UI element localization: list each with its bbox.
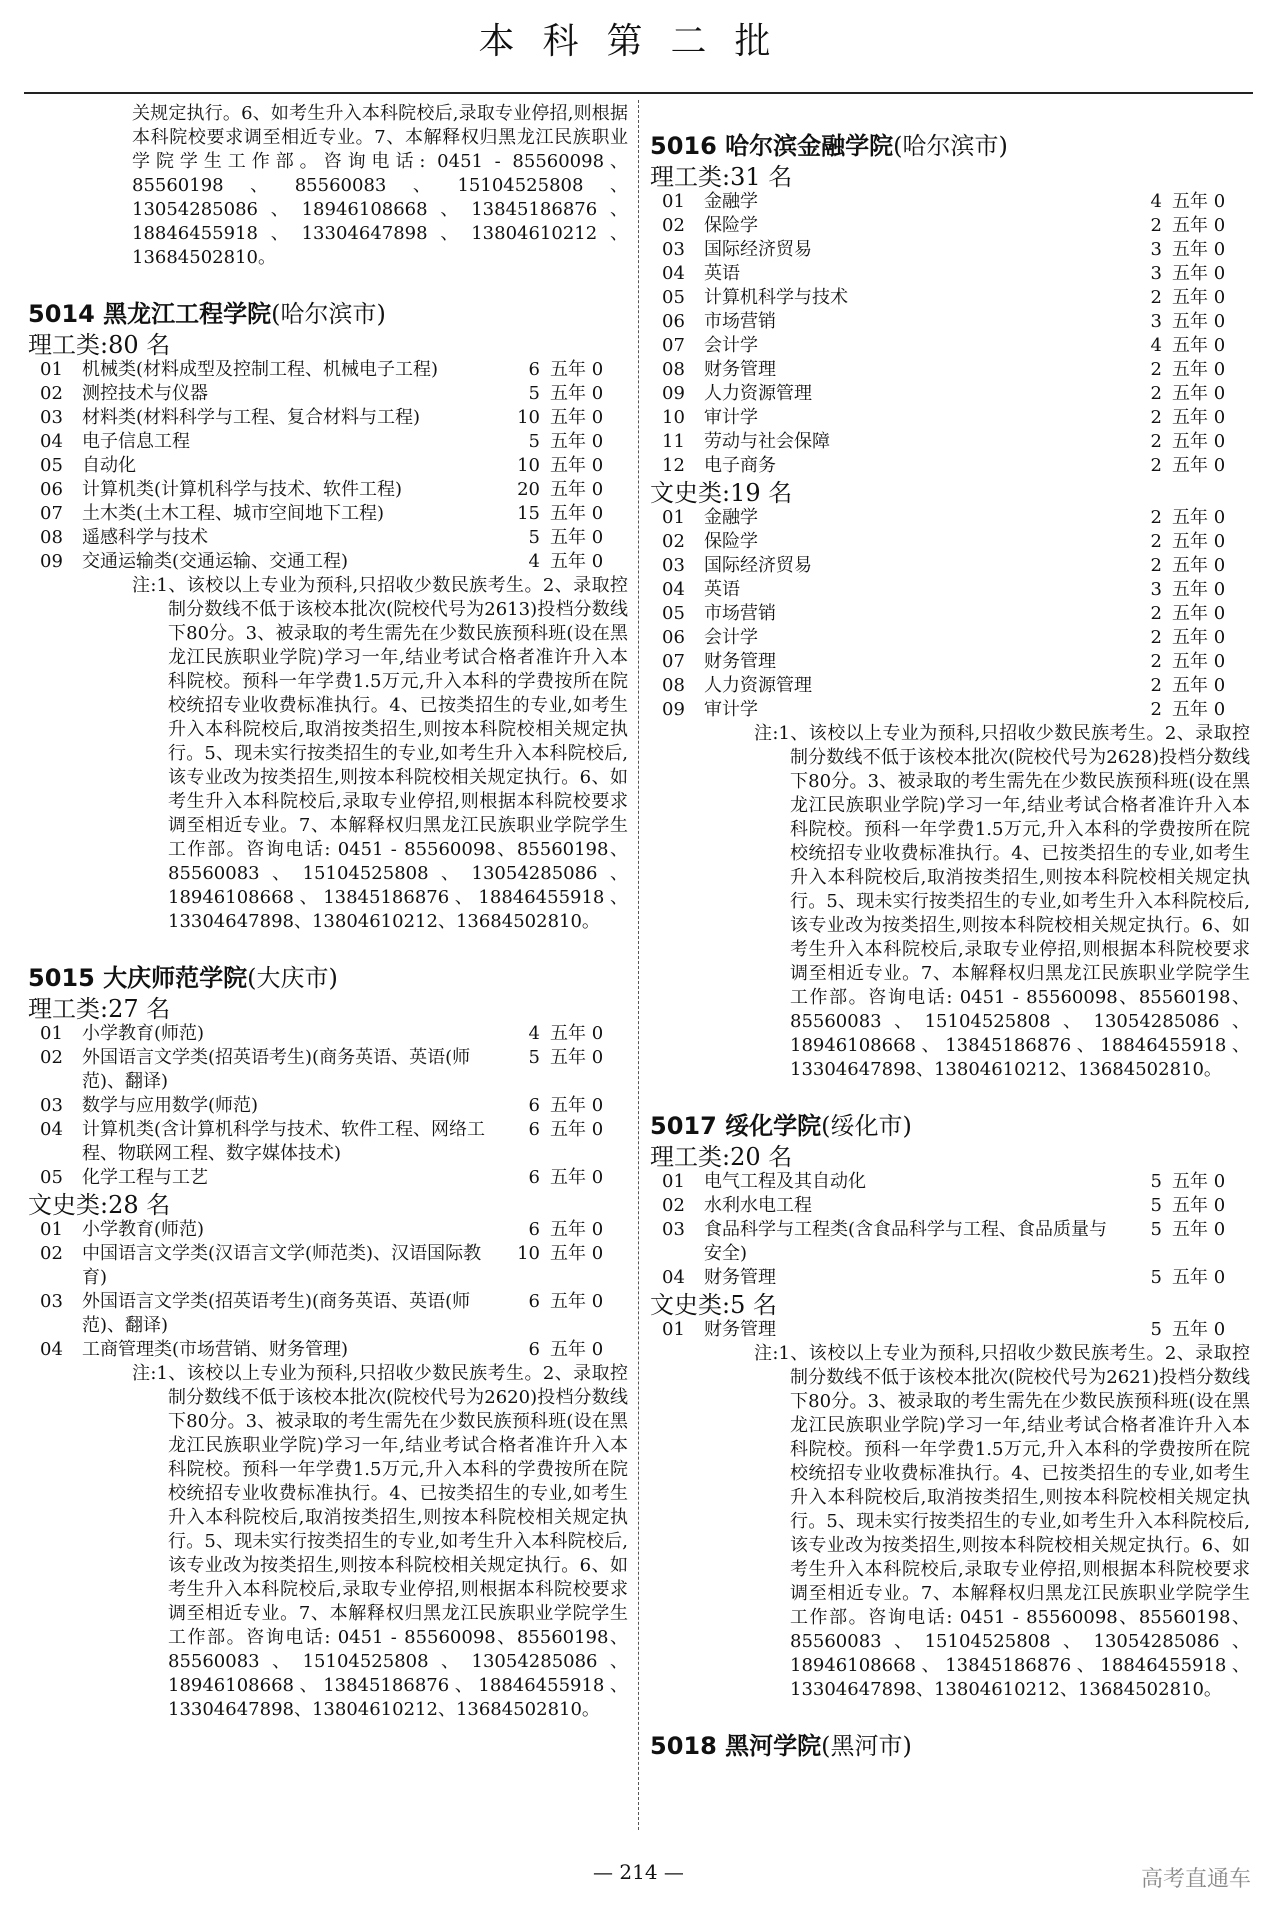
major-name: 国际经济贸易 <box>704 555 812 576</box>
category-label: 文史类:5 名 <box>650 1291 777 1319</box>
school-location: (绥化市) <box>821 1112 912 1140</box>
major-duration-fee: 五年 0 <box>1172 1319 1226 1340</box>
major-name: 保险学 <box>704 531 758 552</box>
major-row <box>650 454 1250 478</box>
major-name: 工商管理类(市场营销、财务管理) <box>82 1339 349 1360</box>
school-code: 5016 <box>650 132 726 160</box>
major-count: 2 <box>1150 603 1162 624</box>
admission-note: 注:1、该校以上专业为预科,只招收少数民族考生。2、录取控制分数线不低于该校本批次(院校代号为2628)投档分数线下80分。3、被录取的考生需先在少数民族预科班(设在黑龙江民族职业学院)学习一年,结业考试合格者准许升入本科院校。预科一年学费1.5万元,升入本科的学费按所在院校统招专业收费标准执行。4、已按类招生的专业,如考生升入本科院校后,取消按类招生,则按本科院校相关规定执行。5、现未实行按类招生的专业,如考生升入本科院校后,该专业改为按类招生,则按本科院校相关规定执行。6、如考生升入本科院校后,录取专业停招,则根据本科院校要求调至相近专业。7、本解释权归黑龙江民族职业学院学生工作部。咨询电话: 0451 - 85560098、85560198、85560083、15104525808、13054285086、18946108668、13845186876、18846455918、13304647898、13804610212、13684502810。 <box>754 723 1250 1080</box>
major-duration-fee: 五年 0 <box>1172 311 1226 332</box>
major-name: 外国语言文学类(招英语考生)(商务英语、英语(师范)、翻译) <box>82 1291 471 1336</box>
major-count: 5 <box>1150 1267 1162 1288</box>
major-duration-fee: 五年 0 <box>550 479 604 500</box>
school-title <box>28 298 628 330</box>
page-header-title: 本科第二批 <box>478 21 799 62</box>
school-title <box>28 962 628 994</box>
major-code: 01 <box>40 359 63 380</box>
major-count: 5 <box>1150 1171 1162 1192</box>
major-count: 2 <box>1150 287 1162 308</box>
admission-note: 注:1、该校以上专业为预科,只招收少数民族考生。2、录取控制分数线不低于该校本批次(院校代号为2621)投档分数线下80分。3、被录取的考生需先在少数民族预科班(设在黑龙江民族职业学院)学习一年,结业考试合格者准许升入本科院校。预科一年学费1.5万元,升入本科的学费按所在院校统招专业收费标准执行。4、已按类招生的专业,如考生升入本科院校后,取消按类招生,则按本科院校相关规定执行。5、现未实行按类招生的专业,如考生升入本科院校后,该专业改为按类招生,则按本科院校相关规定执行。6、如考生升入本科院校后,录取专业停招,则根据本科院校要求调至相近专业。7、本解释权归黑龙江民族职业学院学生工作部。咨询电话: 0451 - 85560098、85560198、85560083、15104525808、13054285086、18946108668、13845186876、18846455918、13304647898、13804610212、13684502810。 <box>754 1343 1250 1700</box>
major-row <box>28 550 628 574</box>
school-location: (哈尔滨市) <box>271 300 386 328</box>
major-count: 6 <box>528 1291 540 1312</box>
major-duration-fee: 五年 0 <box>1172 407 1226 428</box>
major-row <box>650 358 1250 382</box>
major-count: 10 <box>517 1243 540 1264</box>
major-count: 4 <box>528 1023 540 1044</box>
major-name: 机械类(材料成型及控制工程、机械电子工程) <box>82 359 439 380</box>
major-count: 5 <box>528 1047 540 1068</box>
major-code: 01 <box>40 1219 63 1240</box>
major-code: 02 <box>662 1195 685 1216</box>
right-column <box>650 102 1250 1862</box>
major-code: 01 <box>662 1171 685 1192</box>
major-duration-fee: 五年 0 <box>1172 531 1226 552</box>
major-count: 2 <box>1150 651 1162 672</box>
major-duration-fee: 五年 0 <box>550 1119 604 1140</box>
major-row <box>650 1170 1250 1194</box>
major-count: 6 <box>528 1095 540 1116</box>
major-name: 电子信息工程 <box>82 431 190 452</box>
major-code: 08 <box>662 675 685 696</box>
major-count: 6 <box>528 1167 540 1188</box>
major-name: 财务管理 <box>704 1319 776 1340</box>
major-count: 2 <box>1150 627 1162 648</box>
major-name: 英语 <box>704 579 740 600</box>
major-duration-fee: 五年 0 <box>550 1219 604 1240</box>
school-title <box>650 1730 1250 1762</box>
major-name: 金融学 <box>704 191 758 212</box>
major-count: 2 <box>1150 507 1162 528</box>
major-code: 04 <box>662 263 685 284</box>
major-count: 2 <box>1150 555 1162 576</box>
major-row <box>650 214 1250 238</box>
major-duration-fee: 五年 0 <box>1172 699 1226 720</box>
major-duration-fee: 五年 0 <box>1172 359 1226 380</box>
major-name: 小学教育(师范) <box>82 1219 205 1240</box>
major-name: 化学工程与工艺 <box>82 1167 208 1188</box>
major-duration-fee: 五年 0 <box>1172 579 1226 600</box>
major-code: 04 <box>662 1267 685 1288</box>
major-name: 交通运输类(交通运输、交通工程) <box>82 551 349 572</box>
major-count: 2 <box>1150 383 1162 404</box>
major-duration-fee: 五年 0 <box>1172 507 1226 528</box>
major-duration-fee: 五年 0 <box>1172 455 1226 476</box>
major-name: 材料类(材料科学与工程、复合材料与工程) <box>82 407 421 428</box>
major-row <box>28 1094 628 1118</box>
major-row <box>650 530 1250 554</box>
major-row <box>650 554 1250 578</box>
left-school-list <box>28 298 628 1722</box>
major-duration-fee: 五年 0 <box>1172 1267 1226 1288</box>
major-name: 市场营销 <box>704 603 776 624</box>
major-count: 10 <box>517 407 540 428</box>
major-name: 外国语言文学类(招英语考生)(商务英语、英语(师范)、翻译) <box>82 1047 471 1092</box>
major-code: 06 <box>40 479 63 500</box>
category-label: 文史类:19 名 <box>650 479 793 507</box>
major-duration-fee: 五年 0 <box>550 1023 604 1044</box>
major-duration-fee: 五年 0 <box>550 551 604 572</box>
major-name: 财务管理 <box>704 1267 776 1288</box>
major-row <box>650 238 1250 262</box>
major-count: 2 <box>1150 215 1162 236</box>
major-name: 测控技术与仪器 <box>82 383 208 404</box>
major-name: 劳动与社会保障 <box>704 431 830 452</box>
major-name: 会计学 <box>704 627 758 648</box>
category-label: 理工类:27 名 <box>28 995 171 1023</box>
major-count: 2 <box>1150 675 1162 696</box>
major-duration-fee: 五年 0 <box>1172 555 1226 576</box>
continued-note: 关规定执行。6、如考生升入本科院校后,录取专业停招,则根据本科院校要求调至相近专业。7、本解释权归黑龙江民族职业学院学生工作部。咨询电话: 0451 - 85560098、85560198、85560083、15104525808、13054285086、18946108668、13845186876、18846455918、13304647898、13804610212、13684502810。 <box>132 103 628 268</box>
right-school-list <box>650 130 1250 1762</box>
major-code: 03 <box>662 1219 685 1240</box>
major-row <box>28 1046 628 1094</box>
major-code: 03 <box>662 239 685 260</box>
school-name: 哈尔滨金融学院 <box>725 132 894 160</box>
left-column <box>28 102 628 1862</box>
major-count: 4 <box>528 551 540 572</box>
major-code: 09 <box>40 551 63 572</box>
major-duration-fee: 五年 0 <box>550 1047 604 1068</box>
major-row <box>650 578 1250 602</box>
major-name: 数学与应用数学(师范) <box>82 1095 259 1116</box>
category-label: 理工类:31 名 <box>650 163 793 191</box>
major-duration-fee: 五年 0 <box>550 407 604 428</box>
major-duration-fee: 五年 0 <box>1172 287 1226 308</box>
major-count: 4 <box>1150 191 1162 212</box>
major-code: 03 <box>40 1291 63 1312</box>
major-code: 07 <box>40 503 63 524</box>
major-duration-fee: 五年 0 <box>550 1243 604 1264</box>
major-row <box>650 1194 1250 1218</box>
major-code: 02 <box>40 1243 63 1264</box>
admission-note: 注:1、该校以上专业为预科,只招收少数民族考生。2、录取控制分数线不低于该校本批次(院校代号为2613)投档分数线下80分。3、被录取的考生需先在少数民族预科班(设在黑龙江民族职业学院)学习一年,结业考试合格者准许升入本科院校。预科一年学费1.5万元,升入本科的学费按所在院校统招专业收费标准执行。4、已按类招生的专业,如考生升入本科院校后,取消按类招生,则按本科院校相关规定执行。5、现未实行按类招生的专业,如考生升入本科院校后,该专业改为按类招生,则按本科院校相关规定执行。6、如考生升入本科院校后,录取专业停招,则根据本科院校要求调至相近专业。7、本解释权归黑龙江民族职业学院学生工作部。咨询电话: 0451 - 85560098、85560198、85560083、15104525808、13054285086、18946108668、13845186876、18846455918、13304647898、13804610212、13684502810。 <box>132 575 628 932</box>
major-duration-fee: 五年 0 <box>550 503 604 524</box>
major-count: 5 <box>528 431 540 452</box>
school-name: 黑河学院 <box>725 1732 822 1760</box>
major-row <box>650 698 1250 722</box>
major-name: 自动化 <box>82 455 136 476</box>
major-duration-fee: 五年 0 <box>550 1291 604 1312</box>
major-count: 20 <box>517 479 540 500</box>
major-code: 10 <box>662 407 685 428</box>
major-row <box>650 286 1250 310</box>
major-code: 01 <box>662 191 685 212</box>
major-row <box>650 1266 1250 1290</box>
major-count: 3 <box>1150 263 1162 284</box>
major-count: 2 <box>1150 531 1162 552</box>
major-count: 4 <box>1150 335 1162 356</box>
major-count: 10 <box>517 455 540 476</box>
major-duration-fee: 五年 0 <box>550 1095 604 1116</box>
major-name: 保险学 <box>704 215 758 236</box>
major-row <box>650 1218 1250 1266</box>
column-divider <box>638 100 639 1830</box>
major-code: 12 <box>662 455 685 476</box>
major-row <box>28 1338 628 1362</box>
major-name: 人力资源管理 <box>704 383 812 404</box>
major-row <box>650 406 1250 430</box>
major-row <box>28 358 628 382</box>
school-name: 黑龙江工程学院 <box>103 300 272 328</box>
major-row <box>650 262 1250 286</box>
major-row <box>650 674 1250 698</box>
major-code: 03 <box>40 1095 63 1116</box>
major-code: 06 <box>662 311 685 332</box>
major-name: 土木类(土木工程、城市空间地下工程) <box>82 503 385 524</box>
major-name: 审计学 <box>704 699 758 720</box>
major-duration-fee: 五年 0 <box>1172 263 1226 284</box>
major-count: 5 <box>528 383 540 404</box>
major-duration-fee: 五年 0 <box>550 1167 604 1188</box>
major-code: 05 <box>662 287 685 308</box>
major-duration-fee: 五年 0 <box>1172 239 1226 260</box>
school-title <box>650 1110 1250 1142</box>
major-code: 02 <box>40 1047 63 1068</box>
major-count: 2 <box>1150 431 1162 452</box>
major-count: 5 <box>1150 1219 1162 1240</box>
major-row <box>28 502 628 526</box>
major-count: 6 <box>528 1339 540 1360</box>
school-name: 大庆师范学院 <box>103 964 248 992</box>
major-duration-fee: 五年 0 <box>1172 651 1226 672</box>
major-code: 07 <box>662 335 685 356</box>
school-name: 绥化学院 <box>725 1112 822 1140</box>
major-row <box>650 190 1250 214</box>
major-code: 05 <box>662 603 685 624</box>
school-location: (黑河市) <box>821 1732 912 1760</box>
major-duration-fee: 五年 0 <box>1172 1171 1226 1192</box>
page-number: — 214 — <box>593 1860 684 1884</box>
school-code: 5015 <box>28 964 104 992</box>
major-row <box>28 1022 628 1046</box>
major-name: 计算机科学与技术 <box>704 287 848 308</box>
major-code: 04 <box>662 579 685 600</box>
major-name: 金融学 <box>704 507 758 528</box>
major-duration-fee: 五年 0 <box>1172 335 1226 356</box>
major-code: 11 <box>662 431 685 452</box>
major-count: 5 <box>1150 1195 1162 1216</box>
major-duration-fee: 五年 0 <box>1172 215 1226 236</box>
major-code: 07 <box>662 651 685 672</box>
school-location: (大庆市) <box>247 964 338 992</box>
category-label: 文史类:28 名 <box>28 1191 171 1219</box>
major-name: 小学教育(师范) <box>82 1023 205 1044</box>
major-row <box>650 310 1250 334</box>
major-duration-fee: 五年 0 <box>1172 603 1226 624</box>
major-duration-fee: 五年 0 <box>1172 431 1226 452</box>
major-name: 水利水电工程 <box>704 1195 812 1216</box>
major-row <box>650 626 1250 650</box>
major-row <box>28 526 628 550</box>
major-name: 英语 <box>704 263 740 284</box>
watermark-text: 高考直通车 <box>1140 1867 1251 1892</box>
major-code: 02 <box>662 531 685 552</box>
major-count: 6 <box>528 1219 540 1240</box>
major-code: 01 <box>662 507 685 528</box>
major-code: 04 <box>40 1339 63 1360</box>
major-count: 5 <box>1150 1319 1162 1340</box>
major-code: 01 <box>662 1319 685 1340</box>
major-name: 审计学 <box>704 407 758 428</box>
major-name: 食品科学与工程类(含食品科学与工程、食品质量与安全) <box>704 1219 1108 1264</box>
major-name: 人力资源管理 <box>704 675 812 696</box>
major-code: 04 <box>40 431 63 452</box>
major-name: 电气工程及其自动化 <box>704 1171 866 1192</box>
major-count: 6 <box>528 359 540 380</box>
major-duration-fee: 五年 0 <box>550 383 604 404</box>
major-row <box>28 478 628 502</box>
major-code: 06 <box>662 627 685 648</box>
major-row <box>650 650 1250 674</box>
major-code: 01 <box>40 1023 63 1044</box>
major-row <box>28 1242 628 1290</box>
school-code: 5018 <box>650 1732 726 1760</box>
school-title <box>650 130 1250 162</box>
major-row <box>650 506 1250 530</box>
major-duration-fee: 五年 0 <box>1172 1219 1226 1240</box>
major-name: 财务管理 <box>704 651 776 672</box>
major-row <box>28 1218 628 1242</box>
major-code: 08 <box>40 527 63 548</box>
major-duration-fee: 五年 0 <box>550 1339 604 1360</box>
major-row <box>650 334 1250 358</box>
major-count: 15 <box>517 503 540 524</box>
major-name: 市场营销 <box>704 311 776 332</box>
major-count: 2 <box>1150 407 1162 428</box>
major-row <box>650 382 1250 406</box>
major-count: 3 <box>1150 311 1162 332</box>
major-duration-fee: 五年 0 <box>1172 675 1226 696</box>
major-name: 遥感科学与技术 <box>82 527 208 548</box>
major-row <box>28 1118 628 1166</box>
major-duration-fee: 五年 0 <box>550 455 604 476</box>
major-count: 2 <box>1150 699 1162 720</box>
major-name: 会计学 <box>704 335 758 356</box>
major-row <box>28 1290 628 1338</box>
major-code: 02 <box>662 215 685 236</box>
category-label: 理工类:20 名 <box>650 1143 793 1171</box>
admission-note: 注:1、该校以上专业为预科,只招收少数民族考生。2、录取控制分数线不低于该校本批次(院校代号为2620)投档分数线下80分。3、被录取的考生需先在少数民族预科班(设在黑龙江民族职业学院)学习一年,结业考试合格者准许升入本科院校。预科一年学费1.5万元,升入本科的学费按所在院校统招专业收费标准执行。4、已按类招生的专业,如考生升入本科院校后,取消按类招生,则按本科院校相关规定执行。5、现未实行按类招生的专业,如考生升入本科院校后,该专业改为按类招生,则按本科院校相关规定执行。6、如考生升入本科院校后,录取专业停招,则根据本科院校要求调至相近专业。7、本解释权归黑龙江民族职业学院学生工作部。咨询电话: 0451 - 85560098、85560198、85560083、15104525808、13054285086、18946108668、13845186876、18846455918、13304647898、13804610212、13684502810。 <box>132 1363 628 1720</box>
major-duration-fee: 五年 0 <box>1172 627 1226 648</box>
major-count: 2 <box>1150 359 1162 380</box>
major-row <box>650 602 1250 626</box>
major-code: 05 <box>40 1167 63 1188</box>
major-code: 09 <box>662 383 685 404</box>
major-duration-fee: 五年 0 <box>1172 191 1226 212</box>
major-code: 09 <box>662 699 685 720</box>
major-name: 计算机类(计算机科学与技术、软件工程) <box>82 479 403 500</box>
major-count: 5 <box>528 527 540 548</box>
major-count: 3 <box>1150 579 1162 600</box>
major-name: 中国语言文学类(汉语言文学(师范类)、汉语国际教育) <box>82 1243 482 1288</box>
major-count: 2 <box>1150 455 1162 476</box>
major-code: 05 <box>40 455 63 476</box>
major-row <box>28 1166 628 1190</box>
major-row <box>28 406 628 430</box>
major-duration-fee: 五年 0 <box>550 359 604 380</box>
major-duration-fee: 五年 0 <box>1172 1195 1226 1216</box>
major-code: 04 <box>40 1119 63 1140</box>
major-row <box>28 454 628 478</box>
major-row <box>650 1318 1250 1342</box>
category-label: 理工类:80 名 <box>28 331 171 359</box>
major-row <box>28 382 628 406</box>
major-duration-fee: 五年 0 <box>550 431 604 452</box>
major-duration-fee: 五年 0 <box>550 527 604 548</box>
major-name: 财务管理 <box>704 359 776 380</box>
school-code: 5014 <box>28 300 104 328</box>
major-row <box>28 430 628 454</box>
major-count: 3 <box>1150 239 1162 260</box>
major-row <box>650 430 1250 454</box>
major-name: 计算机类(含计算机科学与技术、软件工程、网络工程、物联网工程、数字媒体技术) <box>82 1119 486 1164</box>
major-code: 03 <box>662 555 685 576</box>
school-code: 5017 <box>650 1112 726 1140</box>
school-location: (哈尔滨市) <box>893 132 1008 160</box>
major-name: 电子商务 <box>704 455 776 476</box>
major-duration-fee: 五年 0 <box>1172 383 1226 404</box>
header-rule <box>24 92 1253 94</box>
major-count: 6 <box>528 1119 540 1140</box>
major-code: 03 <box>40 407 63 428</box>
major-name: 国际经济贸易 <box>704 239 812 260</box>
major-code: 02 <box>40 383 63 404</box>
major-code: 08 <box>662 359 685 380</box>
